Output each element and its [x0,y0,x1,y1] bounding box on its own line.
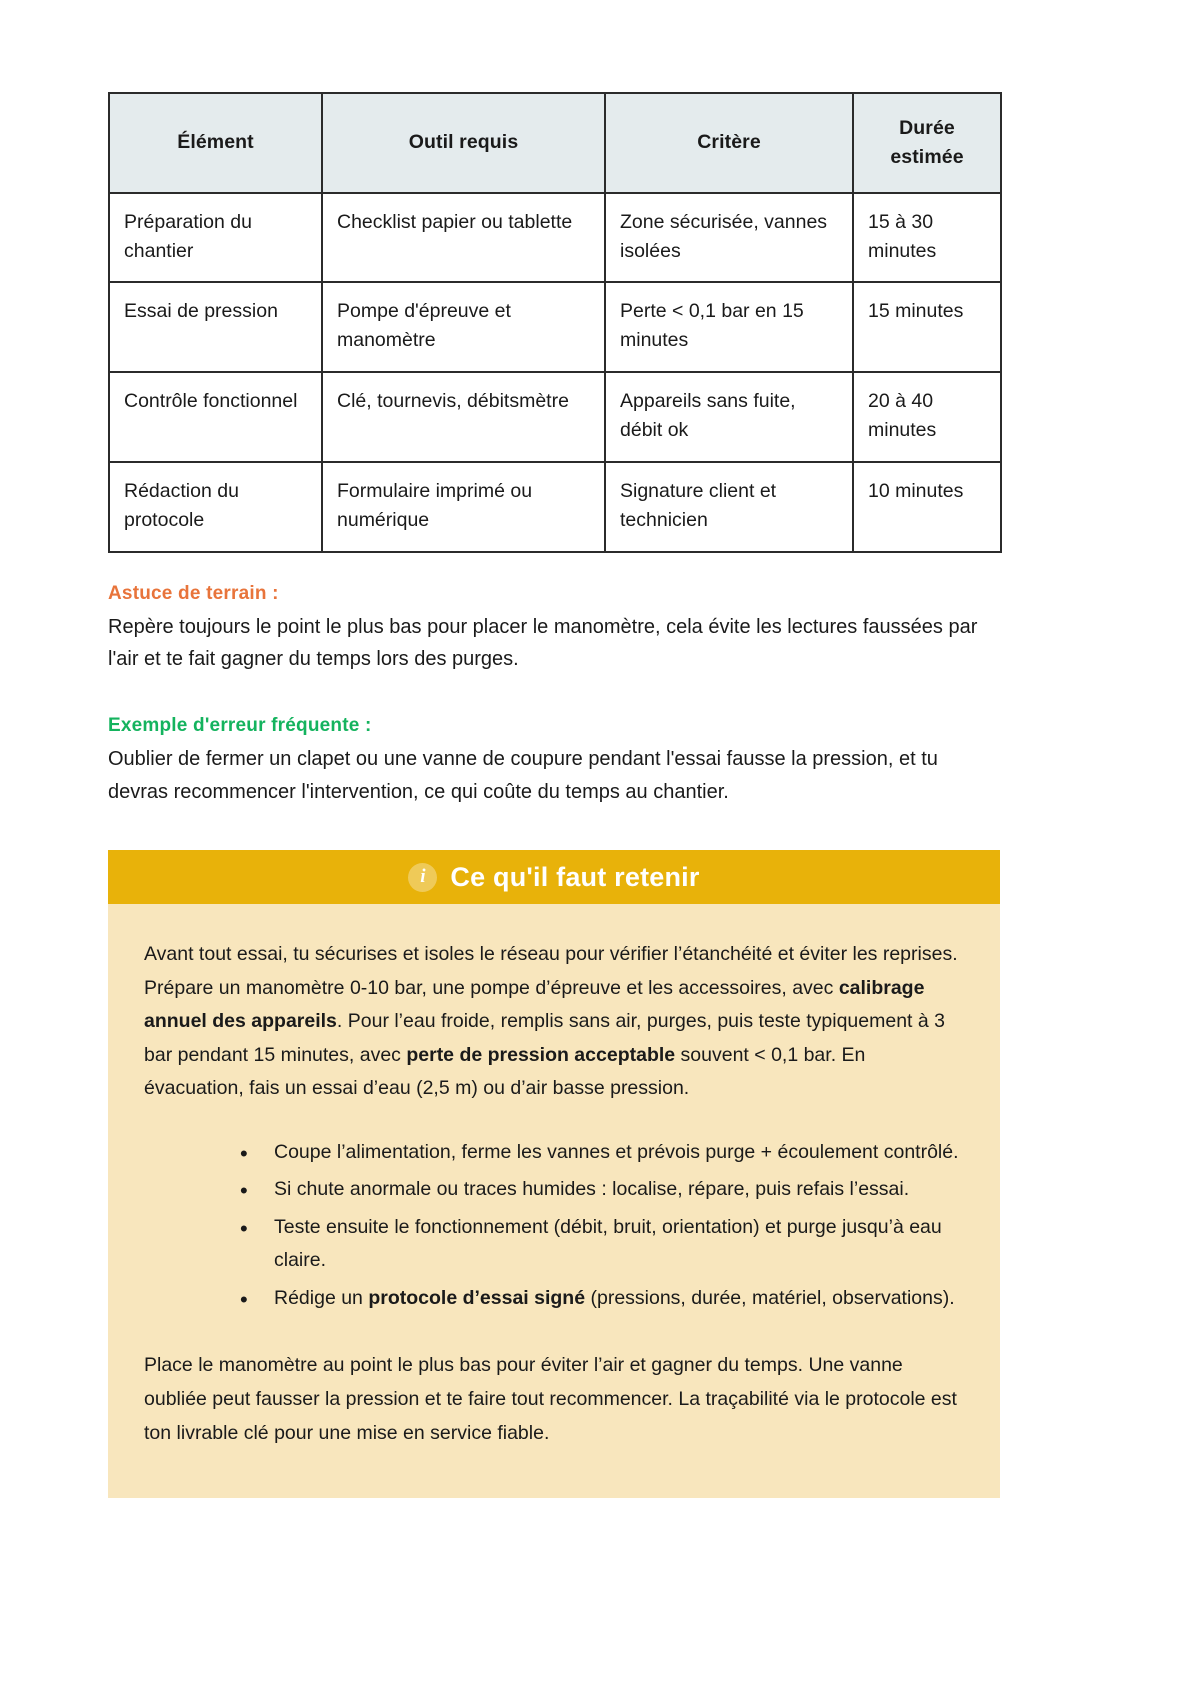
cell-element: Essai de pression [109,282,322,372]
table-row [109,193,1001,283]
table-header [109,93,1001,193]
cell-outil: Clé, tournevis, débitsmètre [322,372,605,462]
field-tip-body: Repère toujours le point le plus bas pour placer le manomètre, cela évite les lectures faussées par l'air et te fait gagner du temps lors des purges. [108,615,978,670]
callout-header [108,850,1000,904]
cell-element: Préparation du chantier [109,193,322,283]
intro-text-3: souvent < 0,1 bar. En évacuation, fais un essai d’eau (2,5 m) ou d’air basse pression. [144,1043,866,1100]
cell-duree: 20 à 40 minutes [853,372,1001,462]
document-content [108,92,1000,1498]
field-tip-heading: Astuce de terrain : [108,582,279,604]
common-error-heading: Exemple d'erreur fréquente : [108,715,372,737]
list-item: • Coupe l’alimentation, ferme les vannes et prévois purge + écoulement contrôlé. [240,1136,964,1170]
callout-intro-paragraph [144,938,964,1106]
table-header-row [109,93,1001,193]
callout-bullet-list [144,1136,964,1316]
column-header-outil: Outil requis [322,93,605,193]
cell-duree: 15 à 30 minutes [853,193,1001,283]
list-item: • Teste ensuite le fonctionnement (débit, bruit, orientation) et purge jusqu’à eau claire. [240,1211,964,1278]
info-icon: i [408,863,437,892]
list-item-pre: Rédige un [274,1286,369,1309]
cell-outil: Checklist papier ou tablette [322,193,605,283]
table-row [109,282,1001,372]
callout-body [108,904,1000,1498]
column-header-critere: Critère [605,93,853,193]
intro-bold-2: perte de pression acceptable [406,1043,676,1066]
cell-critere: Perte < 0,1 bar en 15 minutes [605,282,853,372]
field-tip-block [108,583,1000,676]
cell-critere: Appareils sans fuite, débit ok [605,372,853,462]
common-error-block [108,715,1000,808]
intro-text-2: . Pour l’eau froide, remplis sans air, purges, puis teste typiquement à 3 bar pendant 15 minutes, avec [144,1010,945,1066]
key-takeaways-callout [108,850,1000,1498]
common-error-body: Oublier de fermer un clapet ou une vanne de coupure pendant l'essai fausse la pression, et tu devras recommencer l'intervention, ce qui coûte du temps au chantier. [108,748,938,803]
cell-duree: 10 minutes [853,462,1001,552]
cell-outil: Formulaire imprimé ou numérique [322,462,605,552]
cell-element: Contrôle fonctionnel [109,372,322,462]
intro-text-1: Avant tout essai, tu sécurises et isoles le réseau pour vérifier l’étanchéité et éviter les reprises. Prépare un manomètre 0-10 bar, une pompe d’épreuve et les accessoires, avec [144,943,958,999]
column-header-duree: Durée estimée [853,93,1001,193]
list-item [240,1282,964,1316]
callout-title: Ce qu'il faut retenir [450,861,700,892]
list-item-post: (pressions, durée, matériel, observations). [585,1286,955,1309]
cell-critere: Signature client et technicien [605,462,853,552]
cell-outil: Pompe d'épreuve et manomètre [322,282,605,372]
list-item: • Si chute anormale ou traces humides : localise, répare, puis refais l’essai. [240,1173,964,1207]
intro-bold-1: calibrage annuel des appareils [144,976,925,1033]
table-row [109,372,1001,462]
table-row [109,462,1001,552]
specification-table [108,92,1002,553]
list-item-bold: protocole d’essai signé [368,1286,586,1309]
callout-closing-paragraph: Place le manomètre au point le plus bas pour éviter l’air et gagner du temps. Une vanne oubliée peut fausser la pression et te faire tout recommencer. La traçabilité via le protocole est ton livrable clé pour une mise en service fiable. [144,1354,957,1444]
table-body [109,193,1001,552]
cell-critere: Zone sécurisée, vannes isolées [605,193,853,283]
column-header-element: Élément [109,93,322,193]
cell-element: Rédaction du protocole [109,462,322,552]
cell-duree: 15 minutes [853,282,1001,372]
